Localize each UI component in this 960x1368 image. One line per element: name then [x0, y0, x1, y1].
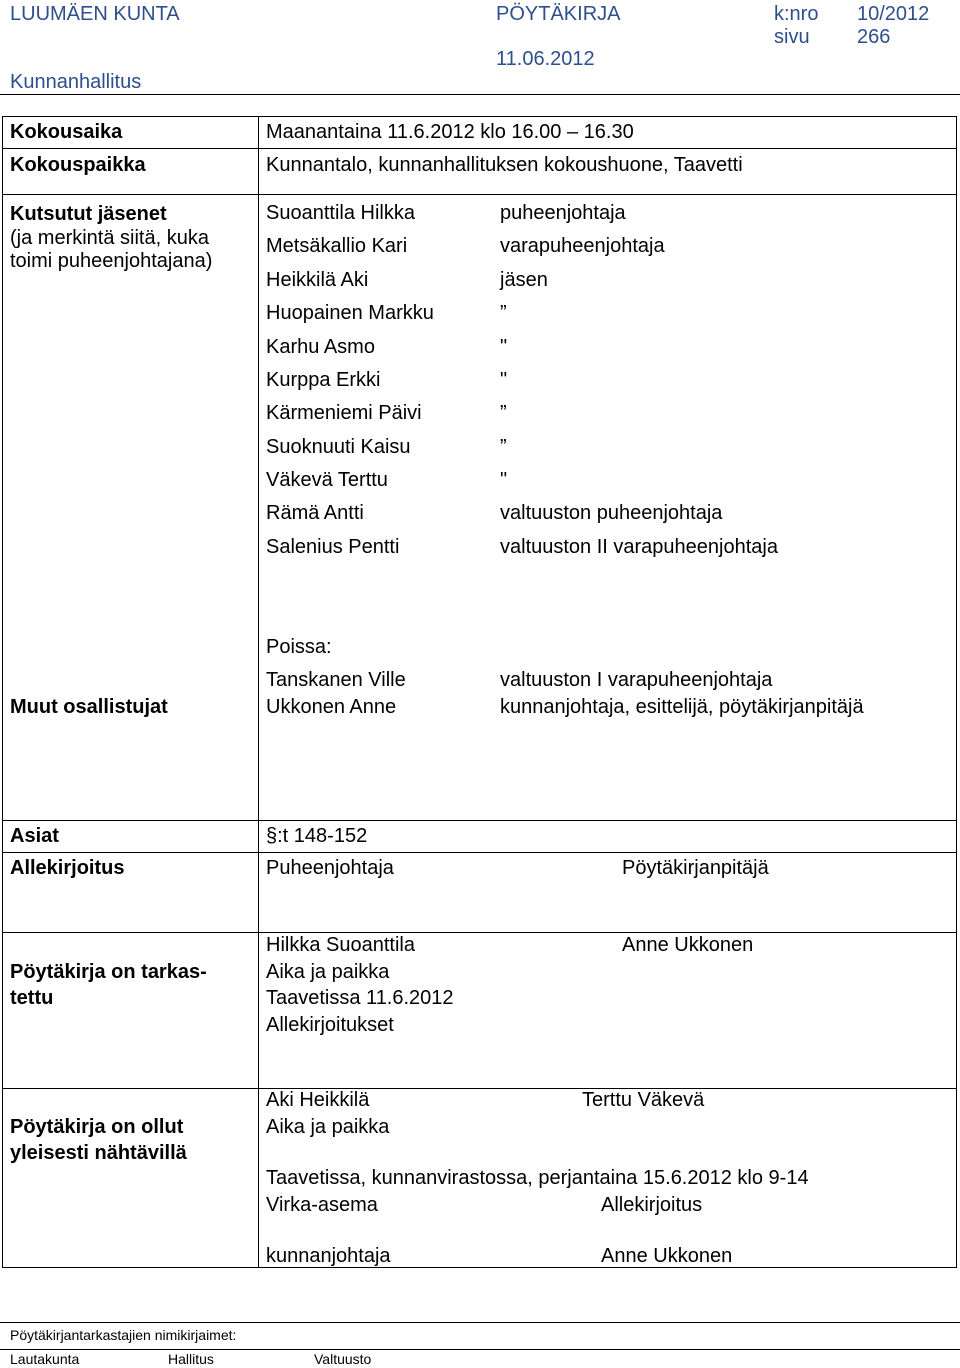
chair-name: Hilkka Suoanttila	[266, 934, 415, 956]
member-role: varapuheenjohtaja	[500, 235, 665, 257]
invited-label-1: Kutsutut jäsenet	[10, 203, 167, 225]
public-label-1: Pöytäkirja on ollut	[10, 1116, 184, 1138]
member-name: Rämä Antti	[266, 502, 364, 524]
checked-time-place-label: Aika ja paikka	[266, 961, 390, 983]
meeting-time-label: Kokousaika	[10, 121, 123, 143]
footer-rule	[0, 1322, 960, 1323]
header-knro-value: 10/2012	[857, 3, 930, 25]
items-label: Asiat	[10, 825, 59, 847]
member-role: "	[500, 336, 508, 358]
table-column-divider	[258, 116, 259, 1268]
public-position-value: kunnanjohtaja	[266, 1245, 391, 1267]
meeting-place-label: Kokouspaikka	[10, 154, 146, 176]
header-date: 11.06.2012	[496, 48, 595, 70]
member-name: Kurppa Erkki	[266, 369, 381, 391]
public-label-2: yleisesti nähtävillä	[10, 1142, 187, 1164]
header-org: LUUMÄEN KUNTA	[10, 3, 180, 25]
member-name: Metsäkallio Kari	[266, 235, 408, 257]
footer-rule	[0, 1349, 960, 1350]
header-page-value: 266	[857, 26, 891, 48]
member-name: Suoanttila Hilkka	[266, 202, 415, 224]
meeting-place-value: Kunnantalo, kunnanhallituksen kokoushuone, Taavetti	[266, 154, 743, 176]
public-time-place-label: Aika ja paikka	[266, 1116, 390, 1138]
checked-label-2: tettu	[10, 987, 54, 1009]
public-time-place-value: Taavetissa, kunnanvirastossa, perjantaina 15.6.2012 klo 9-14	[266, 1167, 809, 1189]
member-role: "	[500, 469, 508, 491]
member-role: ”	[500, 402, 507, 424]
header-body: Kunnanhallitus	[10, 71, 142, 93]
others-name: Ukkonen Anne	[266, 696, 397, 718]
member-role: jäsen	[500, 269, 548, 291]
member-role: valtuuston II varapuheenjohtaja	[500, 536, 778, 558]
checked-time-place-value: Taavetissa 11.6.2012	[266, 987, 454, 1009]
footer-initials-label: Pöytäkirjantarkastajien nimikirjaimet:	[10, 1327, 237, 1343]
absent-role: valtuuston I varapuheenjohtaja	[500, 669, 773, 691]
row-divider	[2, 932, 956, 933]
public-position-label: Virka-asema	[266, 1194, 378, 1216]
row-divider	[2, 852, 956, 853]
member-role: "	[500, 369, 508, 391]
header-doc-type: PÖYTÄKIRJA	[496, 3, 621, 25]
table-right-border	[956, 116, 957, 1268]
row-divider	[2, 1088, 956, 1089]
absent-label: Poissa:	[266, 636, 332, 658]
footer-col-board: Hallitus	[168, 1351, 214, 1367]
member-name: Kärmeniemi Päivi	[266, 402, 422, 424]
others-label: Muut osallistujat	[10, 696, 168, 718]
checker-1-name: Aki Heikkilä	[266, 1089, 370, 1111]
checked-label-1: Pöytäkirja on tarkas-	[10, 961, 207, 983]
member-role: ”	[500, 436, 507, 458]
table-top-border	[2, 116, 956, 117]
header-knro-label: k:nro	[774, 3, 819, 25]
member-role: ”	[500, 302, 507, 324]
others-role: kunnanjohtaja, esittelijä, pöytäkirjanpitäjä	[500, 696, 864, 718]
member-name: Heikkilä Aki	[266, 269, 369, 291]
chair-label: Puheenjohtaja	[266, 857, 394, 879]
member-role: puheenjohtaja	[500, 202, 626, 224]
row-divider	[2, 820, 956, 821]
secretary-label: Pöytäkirjanpitäjä	[622, 857, 769, 879]
public-signature-value: Anne Ukkonen	[601, 1245, 733, 1267]
row-divider	[2, 148, 956, 149]
member-name: Karhu Asmo	[266, 336, 375, 358]
checker-2-name: Terttu Väkevä	[582, 1089, 705, 1111]
meeting-time-value: Maanantaina 11.6.2012 klo 16.00 – 16.30	[266, 121, 634, 143]
header-page-label: sivu	[774, 26, 810, 48]
header-rule	[0, 94, 960, 95]
public-signature-label: Allekirjoitus	[601, 1194, 703, 1216]
table-left-border	[2, 116, 3, 1268]
member-name: Salenius Pentti	[266, 536, 400, 558]
table-bottom-border	[2, 1267, 957, 1268]
member-name: Huopainen Markku	[266, 302, 434, 324]
row-divider	[2, 194, 956, 195]
invited-label-2: (ja merkintä siitä, kuka	[10, 227, 209, 249]
footer-col-committee: Lautakunta	[10, 1351, 80, 1367]
absent-name: Tanskanen Ville	[266, 669, 406, 691]
footer-col-council: Valtuusto	[314, 1351, 372, 1367]
member-role: valtuuston puheenjohtaja	[500, 502, 723, 524]
secretary-name: Anne Ukkonen	[622, 934, 754, 956]
invited-label-3: toimi puheenjohtajana)	[10, 250, 213, 272]
checked-signatures-label: Allekirjoitukset	[266, 1014, 394, 1036]
signature-label: Allekirjoitus	[10, 857, 125, 879]
member-name: Väkevä Terttu	[266, 469, 388, 491]
items-value: §:t 148-152	[266, 825, 368, 847]
member-name: Suoknuuti Kaisu	[266, 436, 411, 458]
